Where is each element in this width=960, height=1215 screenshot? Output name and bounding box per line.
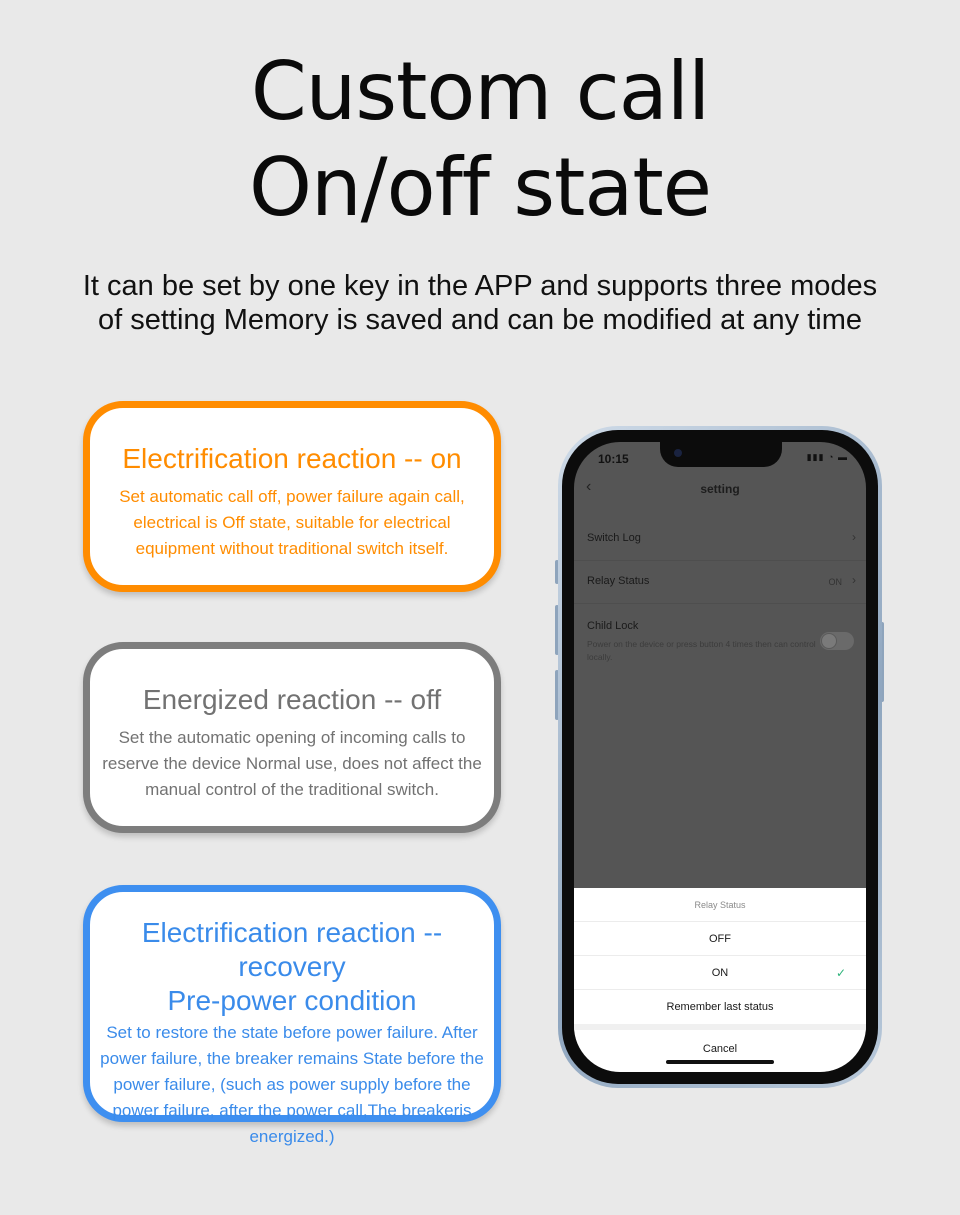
row-child-lock [574,604,866,670]
card-recovery-title-2: Pre-power condition [167,985,417,1016]
phone-notch [660,442,782,467]
sheet-title: Relay Status [574,888,866,922]
home-indicator [666,1060,774,1064]
headline-line-1: Custom call [250,45,710,138]
option-remember-last-status[interactable]: Remember last status [666,1001,774,1013]
chevron-right-icon: › [852,530,856,544]
headline-line-2: On/off state [249,141,711,234]
headline [0,44,960,236]
card-recovery-title: Electrification reaction -- recovery [141,917,443,982]
phone-mockup [558,426,882,1088]
subtitle [0,269,960,337]
card-off-body: Set the automatic opening of incoming calls to reserve the device Normal use, does not affect the manual control of the traditional switch. [102,728,482,799]
subtitle-line-1: It can be set by one key in the APP and supports three modes [82,270,878,302]
card-off-title: Energized reaction -- off [142,684,442,715]
subtitle-line-2: of setting Memory is saved and can be modified at any time [97,304,863,336]
toggle-knob [821,633,837,649]
switch-log-label: Switch Log [587,532,641,544]
camera-icon [674,449,682,457]
card-energized-off [83,642,501,833]
back-icon[interactable]: ‹ [586,478,592,495]
child-lock-description: Power on the device or press button 4 times then can control locally. [587,639,816,662]
card-recovery-body: Set to restore the state before power failure. After power failure, the breaker remains State before the power failure, (such as power supply before the power failure, after the power call,The breakeris energized.) [100,1023,484,1146]
child-lock-toggle[interactable] [820,632,854,650]
option-on[interactable] [574,956,866,990]
phone-screen [574,442,866,1072]
chevron-right-icon: › [852,573,856,587]
nav-title: setting [700,482,740,496]
card-electrification-recovery [83,885,501,1146]
cancel-button[interactable]: Cancel [702,1043,738,1055]
relay-status-sheet [574,888,866,1072]
row-switch-log[interactable] [574,518,866,561]
phone-bezel [562,430,878,1084]
relay-status-label: Relay Status [587,575,650,587]
status-time: 10:15 [598,452,629,466]
signal-wifi-battery-icon: ▮▮▮ ◔ ▬ [806,452,848,462]
card-on-body: Set automatic call off, power failure again call, electrical is Off state, suitable for electrical equipment without traditional switch itself. [119,487,465,558]
option-on-label: ON [711,967,729,979]
child-lock-label: Child Lock [587,620,639,632]
row-relay-status[interactable] [574,561,866,604]
relay-status-value: ON [828,577,842,587]
check-icon: ✓ [835,966,846,980]
card-electrification-on [83,401,501,592]
option-off[interactable]: OFF [574,922,866,956]
card-on-title: Electrification reaction -- on [122,443,462,474]
